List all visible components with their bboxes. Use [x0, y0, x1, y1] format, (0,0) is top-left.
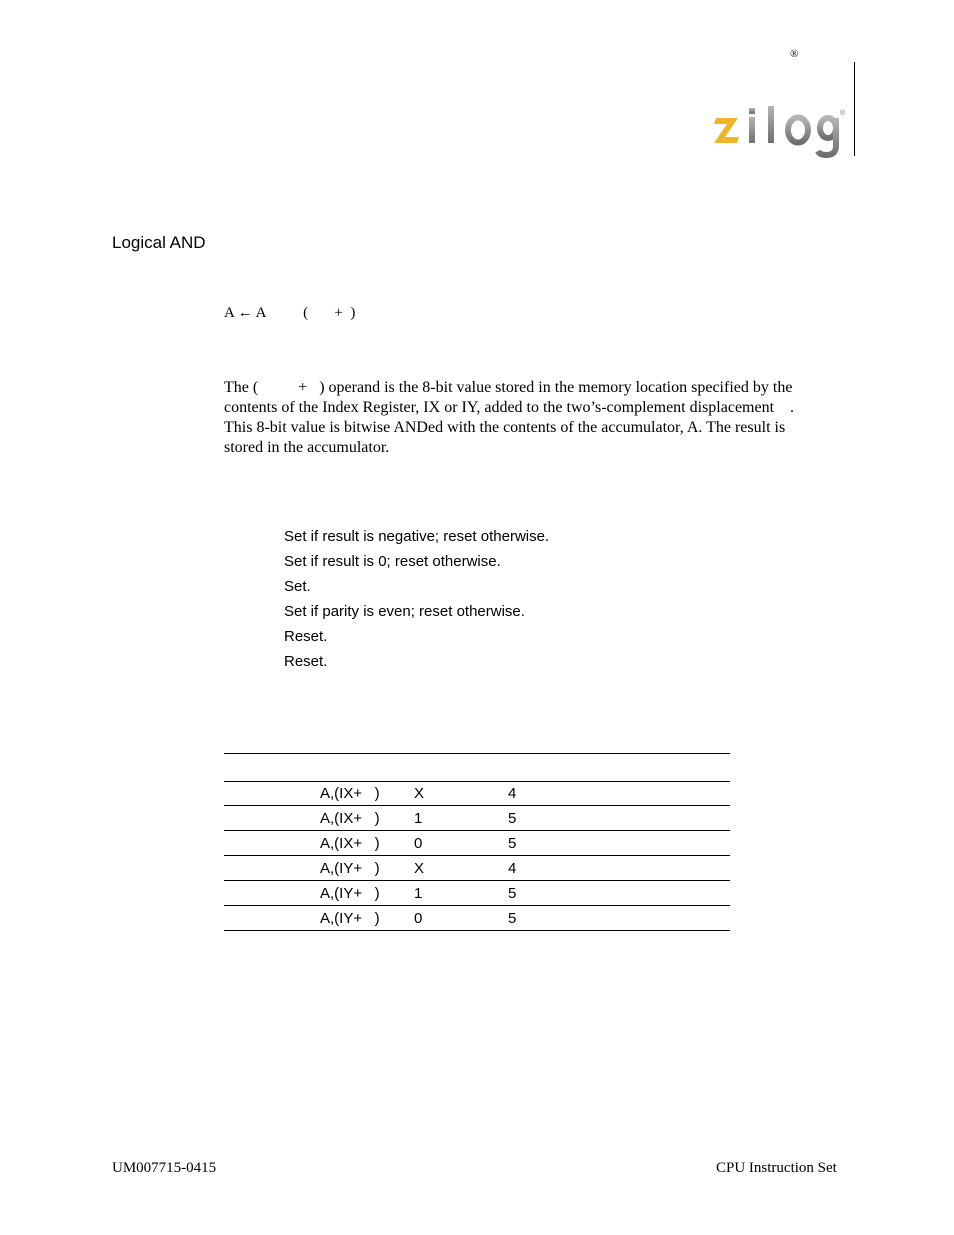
- t-states-cell: 5: [508, 910, 517, 927]
- m-cycles-cell: X: [414, 785, 425, 802]
- m-cycles-cell: 0: [414, 910, 423, 927]
- m-cycles-cell: 0: [414, 835, 423, 852]
- logo-o-glyph: [788, 118, 808, 143]
- t-states-cell: 4: [508, 785, 517, 802]
- flag-z-description: Set if result is 0; reset otherwise.: [284, 553, 501, 570]
- header-divider: [854, 62, 855, 156]
- table-row: [224, 906, 730, 931]
- logo-i-dot: [749, 108, 755, 114]
- m-cycles-cell: 1: [414, 810, 423, 827]
- flag-c-description: Reset.: [284, 653, 328, 670]
- description-paragraph: [224, 378, 834, 458]
- m-cycles-cell: 1: [414, 885, 423, 902]
- instruction-cell: A,(IY+ ): [320, 885, 380, 902]
- section-title: Logical AND: [112, 233, 206, 252]
- registered-mark: ®: [790, 48, 799, 60]
- table-row: [224, 831, 730, 856]
- flag-n-description: Reset.: [284, 628, 328, 645]
- table-row: [224, 781, 730, 806]
- table-row: [224, 881, 730, 906]
- table-header-row: [224, 753, 730, 782]
- zilog-logo: [712, 104, 847, 160]
- flag-h-description: Set.: [284, 578, 311, 595]
- logo-l-stem: [768, 106, 774, 143]
- logo-registered-mark: ®: [840, 110, 846, 117]
- t-states-cell: 5: [508, 885, 517, 902]
- logo-i-stem: [749, 117, 755, 143]
- t-states-cell: 5: [508, 835, 517, 852]
- t-states-cell: 5: [508, 810, 517, 827]
- logo-z-glyph: [714, 118, 739, 143]
- description-line: This 8-bit value is bitwise ANDed with the contents of the accumulator, A. The result is: [224, 419, 786, 436]
- description-line: contents of the Index Register, IX or IY, added to the two’s-complement displacement .: [224, 399, 795, 416]
- footer-doc-number: UM007715-0415: [112, 1160, 217, 1176]
- instruction-cell: A,(IX+ ): [320, 810, 380, 827]
- flag-pv-description: Set if parity is even; reset otherwise.: [284, 603, 525, 620]
- instruction-cell: A,(IY+ ): [320, 910, 380, 927]
- instruction-cell: A,(IX+ ): [320, 835, 380, 852]
- flag-s-description: Set if result is negative; reset otherwise.: [284, 528, 550, 545]
- table-row: [224, 806, 730, 831]
- description-line: stored in the accumulator.: [224, 439, 390, 456]
- operation-formula: A ← A ( + ): [224, 305, 356, 321]
- table-row: [224, 856, 730, 881]
- instruction-cell: A,(IY+ ): [320, 860, 380, 877]
- t-states-cell: 4: [508, 860, 517, 877]
- instruction-cell: A,(IX+ ): [320, 785, 380, 802]
- m-cycles-cell: X: [414, 860, 425, 877]
- footer-section-name: CPU Instruction Set: [716, 1160, 837, 1176]
- description-line: The ( + ) operand is the 8-bit value stored in the memory location specified by the: [224, 379, 793, 396]
